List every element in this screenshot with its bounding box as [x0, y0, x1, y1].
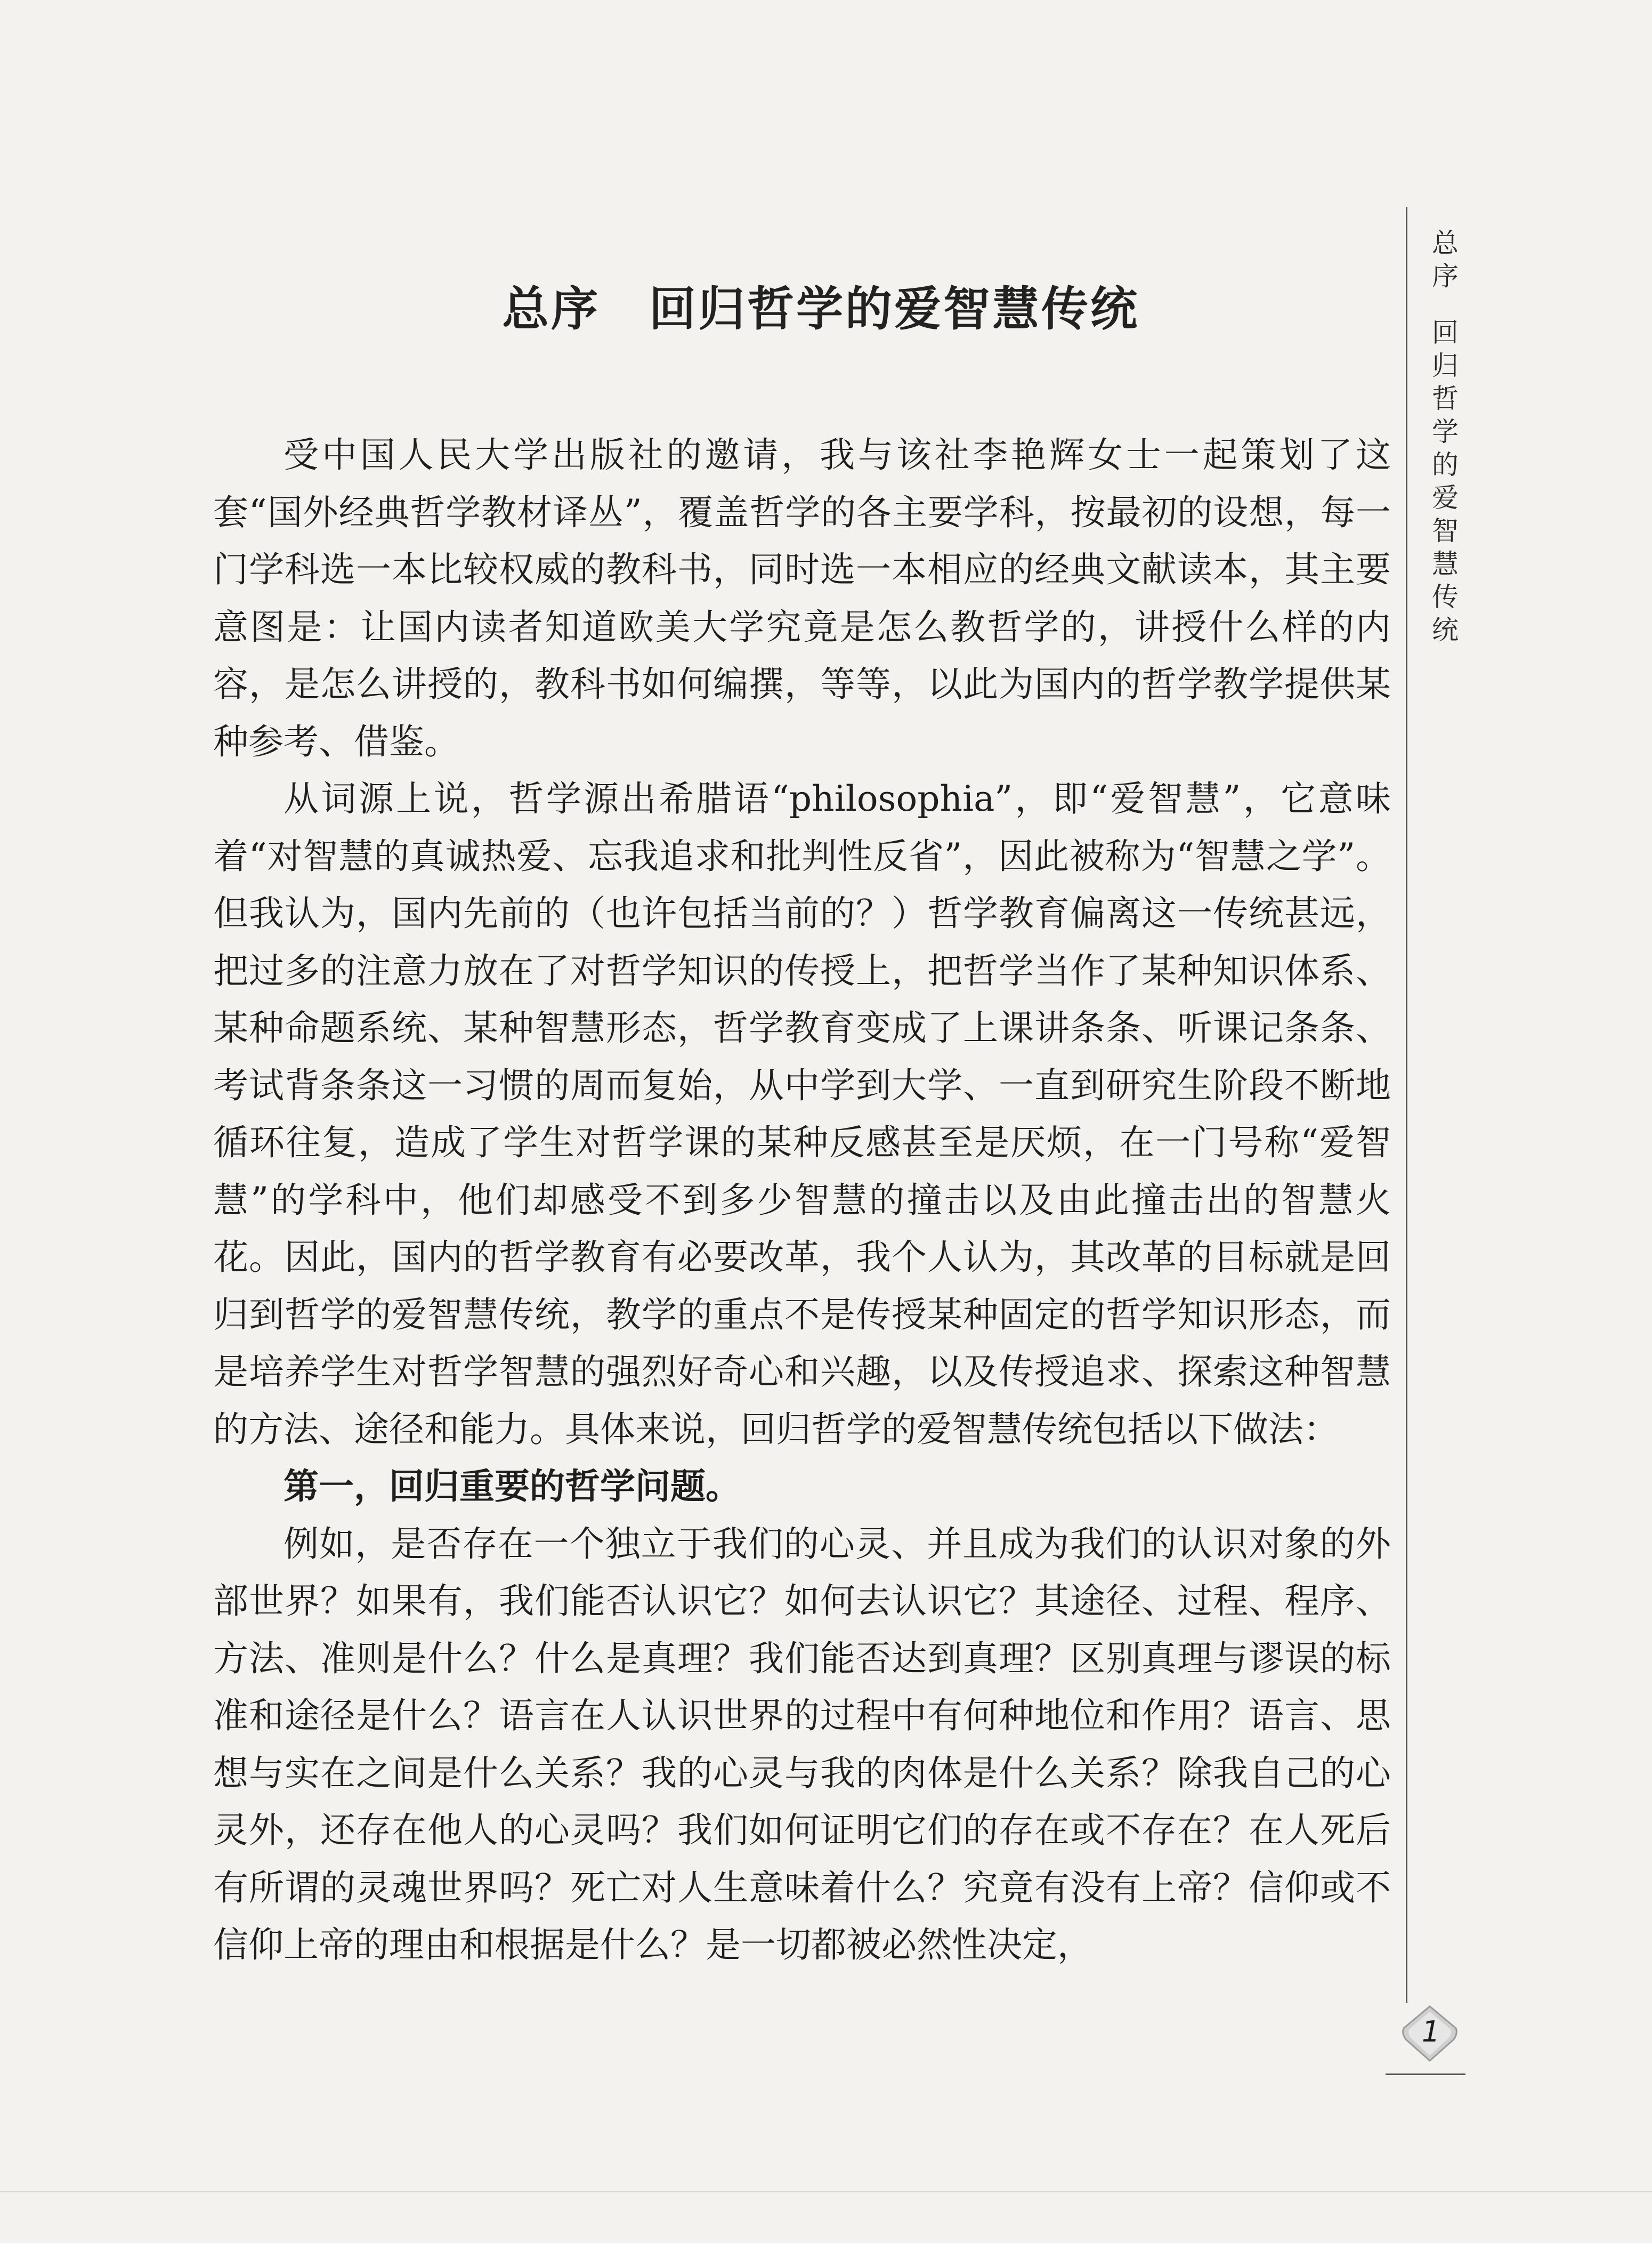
running-header-gap [1424, 293, 1467, 316]
running-header-part1: 总序 [1432, 228, 1459, 292]
paragraph-etymology: 从词源上说，哲学源出希腊语“philosophia”，即“爱智慧”，它意味着“对智慧的真诚热爱、忘我追求和批判性反省”，因此被称为“智慧之学”。但我认为，国内先前的（也许包括当前的？）哲学教育偏离这一传统甚远，把过多的注意力放在了对哲学知识的传授上，把哲学当作了某种知识体系、某种命题系统、某种智慧形态，哲学教育变成了上课讲条条、听课记条条、考试背条条这一习惯的周而复始，从中学到大学、一直到研究生阶段不断地循环往复，造成了学生对哲学课的某种反感甚至是厌烦，在一门号称“爱智慧”的学科中，他们却感受不到多少智慧的撞击以及由此撞击出的智慧火花。因此，国内的哲学教育有必要改革，我个人认为，其改革的目标就是回归到哲学的爱智慧传统，教学的重点不是传授某种固定的哲学知识形态，而是培养学生对哲学智慧的强烈好奇心和兴趣，以及传授追求、探索这种智慧的方法、途径和能力。具体来说，回归哲学的爱智慧传统包括以下做法： [213, 778, 1391, 1450]
paragraph-questions: 例如，是否存在一个独立于我们的心灵、并且成为我们的认识对象的外部世界？如果有，我们能否认识它？如何去认识它？其途径、过程、程序、方法、准则是什么？什么是真理？我们能否达到真理？区别真理与谬误的标准和途径是什么？语言在人认识世界的过程中有何种地位和作用？语言、思想与实在之间是什么关系？我的心灵与我的肉体是什么关系？除我自己的心灵外，还存在他人的心灵吗？我们如何证明它们的存在或不存在？在人死后有所谓的灵魂世界吗？死亡对人生意味着什么？究竟有没有上帝？信仰或不信仰上帝的理由和根据是什么？是一切都被必然性决定， [213, 1523, 1391, 1965]
running-header-vertical [1424, 227, 1467, 647]
body-text [213, 426, 1391, 1974]
page-number: 1 [1421, 2015, 1440, 2048]
section-heading-first: 第一，回归重要的哲学问题。 [284, 1466, 741, 1507]
running-header-part2: 回归哲学的爱智慧传统 [1432, 317, 1459, 646]
scan-edge-line [0, 2191, 1652, 2192]
margin-vertical-rule [1406, 207, 1407, 2003]
page-number-rule [1386, 2073, 1465, 2075]
chapter-title: 总序 回归哲学的爱智慧传统 [501, 281, 1139, 336]
paragraph-invitation: 受中国人民大学出版社的邀请，我与该社李艳辉女士一起策划了这套“国外经典哲学教材译丛”，覆盖哲学的各主要学科，按最初的设想，每一门学科选一本比较权威的教科书，同时选一本相应的经典文献读本，其主要意图是：让国内读者知道欧美大学究竟是怎么教哲学的，讲授什么样的内容，是怎么讲授的，教科书如何编撰，等等，以此为国内的哲学教学提供某种参考、借鉴。 [213, 434, 1391, 762]
